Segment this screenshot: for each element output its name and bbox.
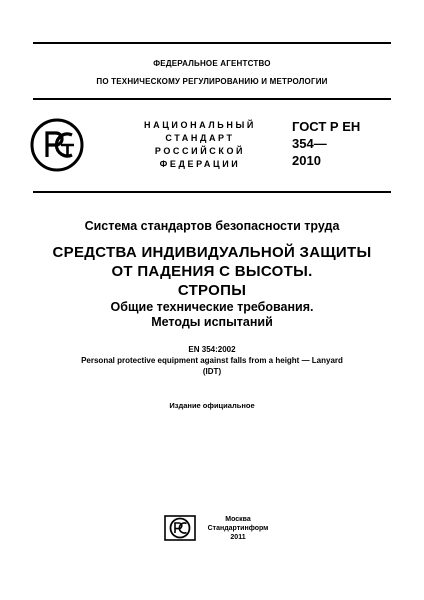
document-title [0,243,424,300]
national-line-4: ФЕДЕРАЦИИ [159,159,241,169]
en-reference [0,344,424,377]
series-title: Система стандартов безопасности труда [84,219,340,233]
gost-line-3: 2010 [292,153,321,168]
gost-line-1: ГОСТ Р ЕН [292,119,361,134]
document-subtitle [0,300,424,330]
national-line-1: НАЦИОНАЛЬНЫЙ [144,120,256,130]
gost-designation [292,118,360,169]
city: Москва [225,516,251,523]
top-rule [33,42,391,44]
en-code: EN 354:2002 [188,345,236,354]
year: 2011 [230,534,246,541]
agency-line-2: ПО ТЕХНИЧЕСКОМУ РЕГУЛИРОВАНИЮ И МЕТРОЛОГИИ [96,77,328,86]
publisher-block [203,515,273,542]
header-rule [33,98,391,100]
title-line-2: ОТ ПАДЕНИЯ С ВЫСОТЫ. [111,263,313,280]
standartinform-logo [164,515,196,541]
standard-rule [33,191,391,193]
subtitle-line-2: Методы испытаний [151,315,273,329]
national-standard-label [136,119,264,171]
rst-logo [30,118,84,172]
national-line-2: СТАНДАРТ [165,133,235,143]
subtitle-line-1: Общие технические требования. [110,300,314,314]
publisher: Стандартинформ [207,525,269,532]
agency-line-1: ФЕДЕРАЛЬНОЕ АГЕНТСТВО [153,59,271,68]
national-line-3: РОССИЙСКОЙ [154,146,246,156]
gost-line-2: 354— [292,136,327,151]
title-line-1: СРЕДСТВА ИНДИВИДУАЛЬНОЙ ЗАЩИТЫ [52,244,372,261]
idt-label: (IDT) [202,367,222,376]
title-line-3: СТРОПЫ [177,282,247,299]
edition-label: Издание официальное [169,401,255,410]
en-title: Personal protective equipment against falls from a height — Lanyard [81,356,343,365]
